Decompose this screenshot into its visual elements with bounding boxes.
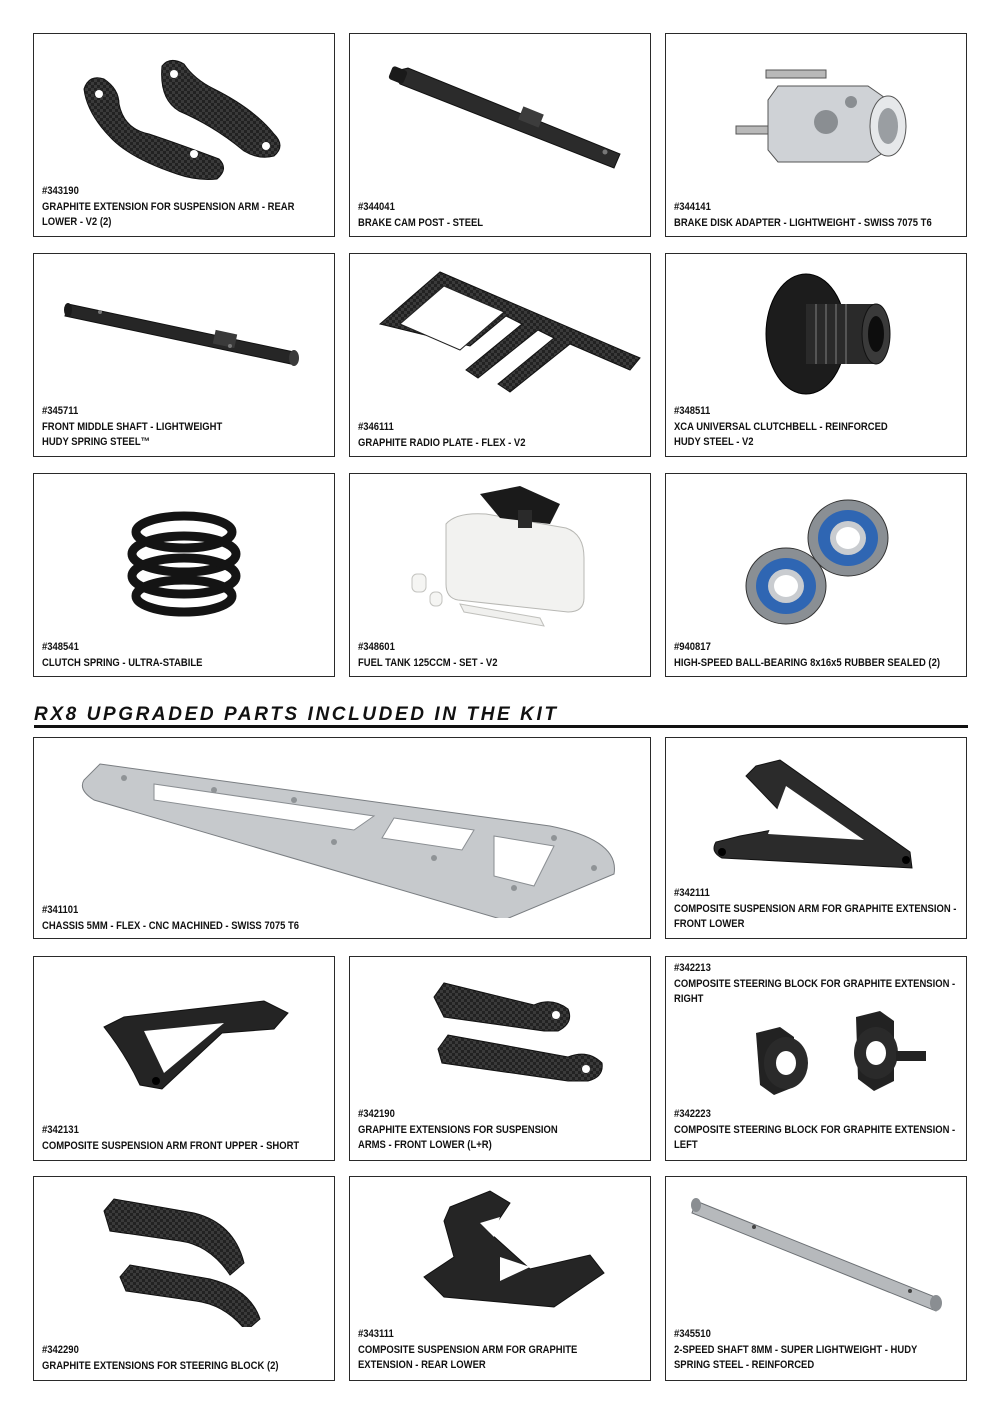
part-card-344141 bbox=[665, 33, 967, 237]
part-description: ARMS - FRONT LOWER (L+R) bbox=[358, 1139, 492, 1151]
section-rule bbox=[34, 725, 968, 728]
part-description: HIGH-SPEED BALL-BEARING 8x16x5 RUBBER SEALED (2) bbox=[674, 656, 940, 669]
part-description: BRAKE CAM POST - STEEL bbox=[358, 216, 484, 229]
ball-bearings-icon bbox=[666, 474, 968, 634]
graphite-extensions-steering-icon bbox=[34, 1177, 336, 1327]
part-card-342213-342223 bbox=[665, 956, 967, 1161]
part-card-345711 bbox=[33, 253, 335, 457]
part-code: #346111 bbox=[358, 421, 394, 433]
part-description: GRAPHITE EXTENSIONS FOR STEERING BLOCK (2) bbox=[42, 1359, 279, 1372]
part-card-342290 bbox=[33, 1176, 335, 1381]
part-description: COMPOSITE STEERING BLOCK FOR GRAPHITE EXTENSION - bbox=[674, 1123, 956, 1136]
part-description: HUDY SPRING STEEL™ bbox=[42, 436, 151, 448]
part-card-348601 bbox=[349, 473, 651, 677]
part-code: #342290 bbox=[42, 1344, 79, 1356]
part-code: #342190 bbox=[358, 1108, 395, 1120]
part-code: #341101 bbox=[42, 904, 79, 916]
part-description: LOWER - V2 (2) bbox=[42, 216, 112, 228]
part-card-342190 bbox=[349, 956, 651, 1161]
part-description: FUEL TANK 125CCM - SET - V2 bbox=[358, 656, 498, 669]
part-card-348541 bbox=[33, 473, 335, 677]
part-description: SPRING STEEL - REINFORCED bbox=[674, 1359, 815, 1371]
part-description: GRAPHITE RADIO PLATE - FLEX - V2 bbox=[358, 436, 526, 449]
part-description: GRAPHITE EXTENSIONS FOR SUSPENSION bbox=[358, 1123, 558, 1136]
part-description: COMPOSITE SUSPENSION ARM FOR GRAPHITE bbox=[358, 1343, 578, 1356]
part-card-342131 bbox=[33, 956, 335, 1161]
part-code: #343190 bbox=[42, 185, 79, 197]
part-card-342111 bbox=[665, 737, 967, 939]
part-description: GRAPHITE EXTENSION FOR SUSPENSION ARM - REAR bbox=[42, 200, 295, 213]
part-code: #348601 bbox=[358, 641, 395, 653]
part-description: COMPOSITE SUSPENSION ARM FRONT UPPER - SHORT bbox=[42, 1139, 300, 1152]
part-code: #342131 bbox=[42, 1124, 79, 1136]
graphite-radio-plate-icon bbox=[350, 254, 652, 404]
front-middle-shaft-icon bbox=[34, 254, 336, 404]
part-code: #348511 bbox=[674, 405, 711, 417]
part-description: FRONT LOWER bbox=[674, 918, 745, 930]
part-description: COMPOSITE STEERING BLOCK FOR GRAPHITE EXTENSION - bbox=[674, 977, 956, 990]
fuel-tank-icon bbox=[350, 474, 652, 634]
part-description: CLUTCH SPRING - ULTRA-STABILE bbox=[42, 656, 203, 669]
graphite-extensions-front-icon bbox=[350, 957, 652, 1107]
clutchbell-icon bbox=[666, 254, 968, 404]
part-description: CHASSIS 5MM - FLEX - CNC MACHINED - SWISS 7075 T6 bbox=[42, 919, 300, 932]
graphite-arm-extensions-icon bbox=[34, 34, 336, 184]
brake-disk-adapter-icon bbox=[666, 34, 968, 184]
front-upper-arm-icon bbox=[34, 957, 336, 1107]
part-card-348511 bbox=[665, 253, 967, 457]
chassis-icon bbox=[34, 738, 652, 918]
part-code: #342111 bbox=[674, 887, 710, 899]
part-code: #344141 bbox=[674, 201, 711, 213]
part-code: #342223 bbox=[674, 1108, 711, 1120]
part-description: COMPOSITE SUSPENSION ARM FOR GRAPHITE EXTENSION - bbox=[674, 902, 957, 915]
part-card-343111 bbox=[349, 1176, 651, 1381]
part-card-345510 bbox=[665, 1176, 967, 1381]
part-code: #940817 bbox=[674, 641, 711, 653]
part-code: #343111 bbox=[358, 1328, 394, 1340]
brake-cam-post-icon bbox=[350, 34, 652, 184]
part-description: RIGHT bbox=[674, 993, 704, 1005]
part-description: FRONT MIDDLE SHAFT - LIGHTWEIGHT bbox=[42, 420, 223, 433]
steering-blocks-icon bbox=[666, 1007, 968, 1117]
part-description: XCA UNIVERSAL CLUTCHBELL - REINFORCED bbox=[674, 420, 888, 433]
part-description: LEFT bbox=[674, 1139, 698, 1151]
section-heading: RX8 UPGRADED PARTS INCLUDED IN THE KIT bbox=[34, 704, 559, 725]
front-lower-arm-icon bbox=[666, 738, 968, 888]
part-description: HUDY STEEL - V2 bbox=[674, 436, 754, 448]
part-description: 2-SPEED SHAFT 8MM - SUPER LIGHTWEIGHT - HUDY bbox=[674, 1343, 918, 1356]
rear-lower-arm-icon bbox=[350, 1177, 652, 1327]
part-description: EXTENSION - REAR LOWER bbox=[358, 1359, 486, 1371]
part-code: #345711 bbox=[42, 405, 79, 417]
part-card-346111 bbox=[349, 253, 651, 457]
part-code: #344041 bbox=[358, 201, 395, 213]
two-speed-shaft-icon bbox=[666, 1177, 968, 1327]
part-card-343190 bbox=[33, 33, 335, 237]
part-description: BRAKE DISK ADAPTER - LIGHTWEIGHT - SWISS 7075 T6 bbox=[674, 216, 932, 229]
part-code: #345510 bbox=[674, 1328, 711, 1340]
clutch-spring-icon bbox=[34, 474, 336, 634]
part-code: #342213 bbox=[674, 962, 711, 974]
part-code: #348541 bbox=[42, 641, 79, 653]
part-card-341101 bbox=[33, 737, 651, 939]
part-card-940817 bbox=[665, 473, 967, 677]
part-card-344041 bbox=[349, 33, 651, 237]
